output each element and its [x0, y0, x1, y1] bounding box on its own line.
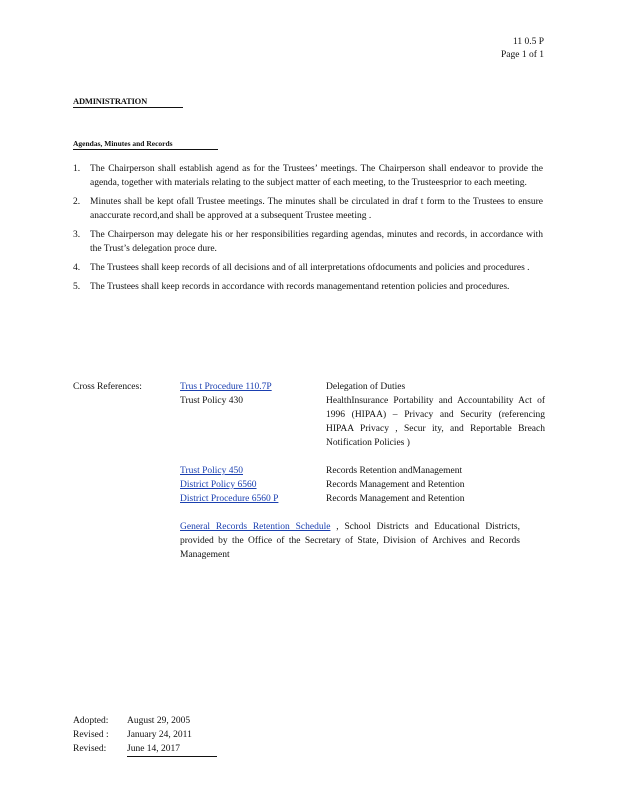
item-text: The Trustees shall keep records of all decisions and of all interpretations ofdocuments and policies and procedures .: [90, 263, 530, 273]
xref-row: [180, 394, 545, 450]
history-label: Adopted:: [73, 716, 109, 726]
xref-row: [180, 492, 545, 506]
list-item: [73, 261, 543, 275]
list-item: [73, 280, 543, 294]
item-number: 3.: [73, 230, 81, 240]
xref-description: Records Retention andManagement: [326, 466, 463, 476]
item-number: 4.: [73, 263, 81, 273]
subsection-title-text: Agendas, Minutes and Records: [73, 139, 218, 150]
xref-description: HealthInsurance Portability and Accountability Act of 1996 (HIPAA) – Privacy and Security (referencing HIPAA Privacy , Secur ity, and Reportable Breach Notification Policies ): [326, 396, 545, 448]
retention-schedule-text: , School Districts and Educational Districts, provided by the Office of the Secretary of State, Division of Archives and Records Management: [180, 522, 520, 560]
item-text: The Trustees shall keep records in accordance with records managementand retention policies and procedures.: [90, 282, 510, 292]
history-label: Revised :: [73, 730, 109, 740]
item-text: The Chairperson shall establish agend as for the Trustees’ meetings. The Chairperson shall endeavor to provide the agenda, together with materials relating to the subject matter of each meeting, to the Trusteesprior to each meeting.: [90, 164, 543, 188]
xref-description: Records Management and Retention: [326, 494, 465, 504]
history-date: August 29, 2005: [127, 716, 191, 726]
item-text: The Chairperson may delegate his or her responsibilities regarding agendas, minutes and records, in accordance with the Trust’s delegation proce dure.: [90, 230, 543, 254]
list-item: [73, 162, 543, 190]
xref-description: Records Management and Retention: [326, 480, 465, 490]
section-title: [73, 96, 183, 108]
retention-schedule-note: [180, 520, 520, 562]
section-title-text: ADMINISTRATION: [73, 96, 183, 108]
history-row: [73, 742, 217, 757]
subsection-title: [73, 139, 218, 150]
policy-items: [73, 162, 543, 299]
xref-description: Delegation of Duties: [326, 382, 406, 392]
xref-row: [180, 464, 545, 478]
page-number: Page 1 of 1: [500, 50, 544, 60]
cross-references-label: Cross References:: [73, 382, 142, 392]
xref-code-trust-policy-430: Trust Policy 430: [180, 396, 243, 406]
history-label: Revised:: [73, 744, 107, 754]
history-date: January 24, 2011: [127, 730, 192, 740]
list-item: [73, 195, 543, 223]
history-row: [73, 714, 217, 728]
retention-schedule-link[interactable]: General Records Retention Schedule: [180, 522, 331, 532]
xref-row: [180, 478, 545, 492]
xref-row: [180, 380, 545, 394]
xref-link-district-policy-6560[interactable]: District Policy 6560: [180, 480, 257, 490]
history-row: [73, 728, 217, 742]
xref-link-district-procedure-6560p[interactable]: District Procedure 6560 P: [180, 494, 279, 504]
document-number: 11 0.5 P: [512, 37, 544, 47]
xref-link-trust-policy-450[interactable]: Trust Policy 450: [180, 466, 243, 476]
history-date: June 14, 2017: [127, 742, 217, 757]
list-item: [73, 228, 543, 256]
item-number: 2.: [73, 197, 81, 207]
adoption-history: [73, 714, 217, 757]
item-number: 5.: [73, 282, 81, 292]
item-text: Minutes shall be kept ofall Trustee meetings. The minutes shall be circulated in draf t form to the Trustees to ensure anaccurate record,and shall be approved at a subsequent Trustee meeting .: [90, 197, 543, 221]
cross-references: [73, 380, 543, 580]
item-number: 1.: [73, 164, 81, 174]
xref-link-trust-procedure-110-7p[interactable]: Trus t Procedure 110.7P: [180, 382, 272, 392]
document-header: [501, 36, 544, 62]
